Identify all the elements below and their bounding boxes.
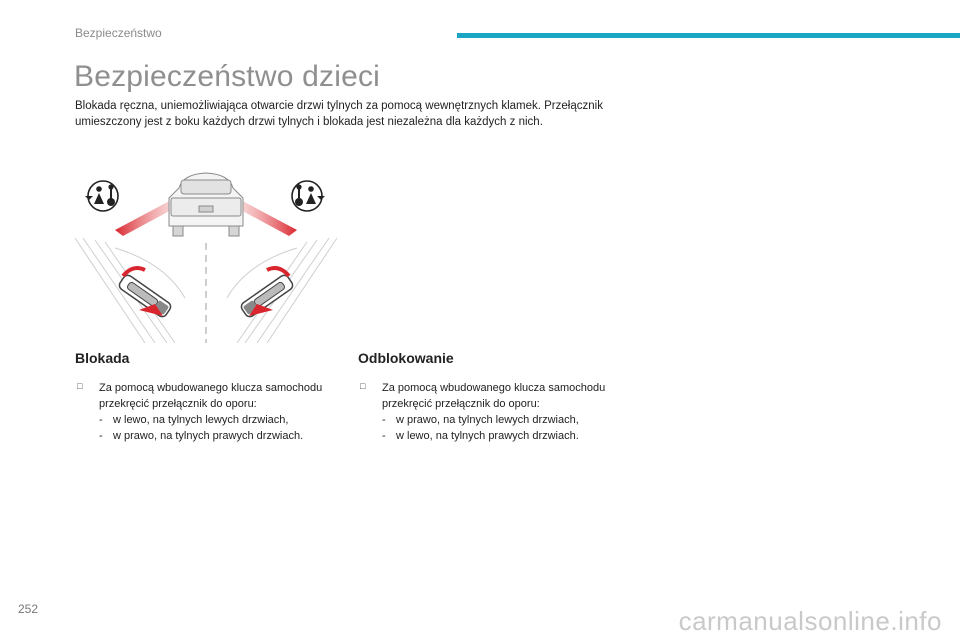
header-accent-bar (457, 33, 960, 38)
list-item: - w prawo, na tylnych prawych drzwiach. (99, 430, 304, 442)
blokada-step-text: Za pomocą wbudowanego klucza samochodu przekręcić przełącznik do oporu: (99, 382, 323, 410)
section-header: Bezpieczeństwo (75, 26, 162, 40)
list-item: - w lewo, na tylnych lewych drzwiach, (99, 414, 289, 426)
blokada-step (75, 380, 345, 444)
car-rear-view (169, 173, 243, 236)
list-item: - w lewo, na tylnych prawych drzwiach. (382, 430, 579, 442)
list-item: - w prawo, na tylnych lewych drzwiach, (382, 414, 579, 426)
odblokowanie-section (358, 350, 628, 444)
left-indicator-beam (115, 198, 175, 236)
page-title: Bezpieczeństwo dzieci (74, 60, 381, 93)
blokada-heading: Blokada (75, 350, 130, 366)
page-number: 252 (18, 602, 39, 616)
odblokowanie-heading: Odblokowanie (358, 350, 454, 366)
odblokowanie-step-text: Za pomocą wbudowanego klucza samochodu przekręcić przełącznik do oporu: (382, 382, 606, 410)
step-marker-icon: □ (77, 381, 83, 391)
right-indicator-beam (237, 198, 297, 236)
watermark: carmanualsonline.info (678, 606, 942, 636)
child-lock-illustration (75, 168, 337, 343)
child-lock-icon (85, 181, 118, 211)
odblokowanie-step (358, 380, 628, 444)
child-unlock-icon (292, 181, 325, 211)
blokada-section (75, 350, 345, 444)
step-marker-icon: □ (360, 381, 366, 391)
intro-text: Blokada ręczna, uniemożliwiająca otwarcie drzwi tylnych za pomocą wewnętrznych klamek. Przełącznik umieszczony jest z boku każdych drzwi tylnych i blokada jest niezależna dla każdych z nich. (75, 100, 603, 128)
